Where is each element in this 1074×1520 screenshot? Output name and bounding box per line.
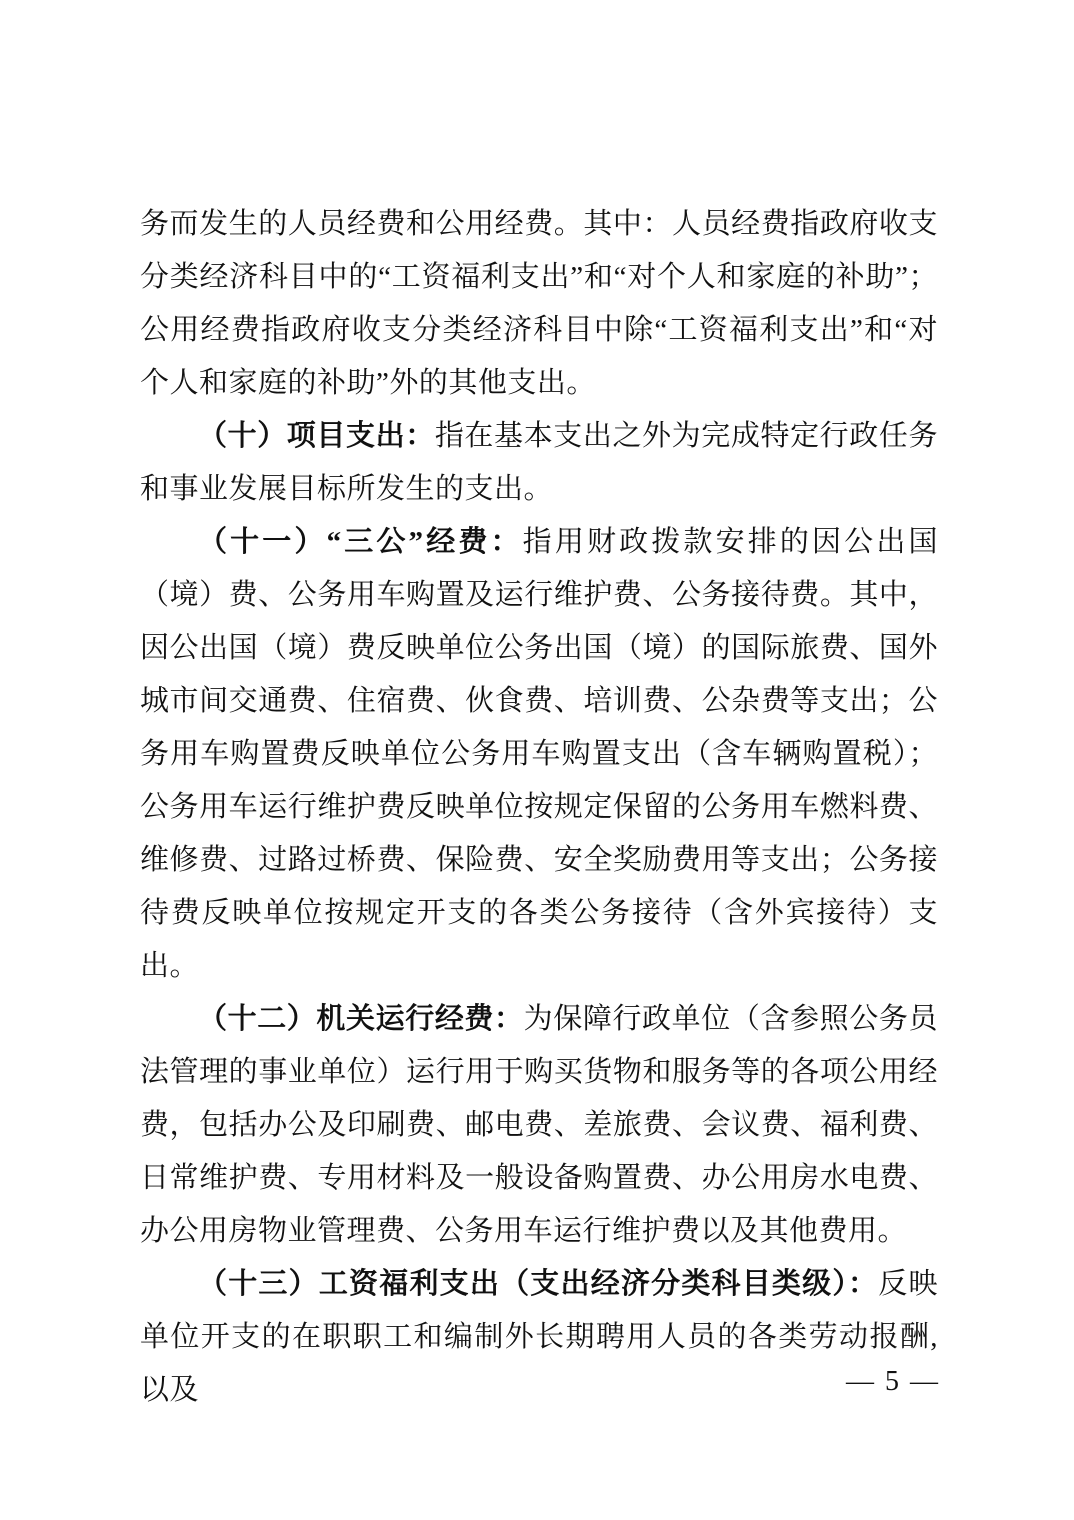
paragraph-lead-bold: （十一）“三公”经费：: [198, 526, 523, 558]
page-number: — 5 —: [846, 1366, 940, 1397]
paragraph: [140, 410, 938, 516]
paragraph-lead-bold: （十）项目支出：: [198, 420, 435, 452]
text-run: 为保障行政单位（含参照公务员法管理的事业单位）运行用于购买货物和服务等的各项公用经费，包括办公及印刷费、邮电费、差旅费、会议费、福利费、日常维护费、专用材料及一般设备购置费、办公用房水电费、办公用房物业管理费、公务用车运行维护费以及其他费用。: [140, 1003, 938, 1247]
text-run: 指用财政拨款安排的因公出国（境）费、公务用车购置及运行维护费、公务接待费。其中，因公出国（境）费反映单位公务出国（境）的国际旅费、国外城市间交通费、住宿费、伙食费、培训费、公杂费等支出；公务用车购置费反映单位公务用车购置支出（含车辆购置税）；公务用车运行维护费反映单位按规定保留的公务用车燃料费、维修费、过路过桥费、保险费、安全奖励费用等支出；公务接待费反映单位按规定开支的各类公务接待（含外宾接待）支出。: [140, 526, 938, 982]
paragraph: [140, 993, 938, 1258]
text-run: 指在基本支出之外为完成特定行政任务和事业发展目标所发生的支出。: [140, 420, 938, 505]
paragraph-lead-bold: （十二）机关运行经费：: [198, 1003, 524, 1035]
paragraph: [140, 1258, 938, 1417]
text-run: 反映单位开支的在职职工和编制外长期聘用人员的各类劳动报酬,以及: [140, 1268, 938, 1406]
paragraph-lead-bold: （十三）工资福利支出（支出经济分类科目类级）：: [198, 1268, 879, 1300]
text-run: 务而发生的人员经费和公用经费。其中：人员经费指政府收支分类经济科目中的“工资福利支出”和“对个人和家庭的补助”；公用经费指政府收支分类经济科目中除“工资福利支出”和“对个人和家庭的补助”外的其他支出。: [140, 208, 938, 399]
paragraph: [140, 198, 938, 410]
document-body: [140, 198, 938, 1417]
paragraph: [140, 516, 938, 993]
